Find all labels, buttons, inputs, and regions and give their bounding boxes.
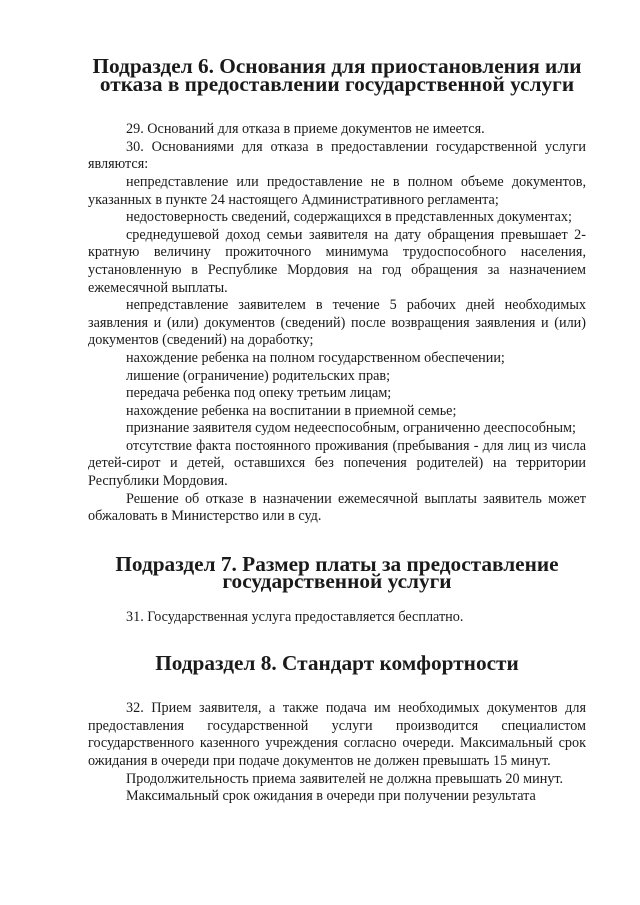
section-body-7: [88, 609, 586, 627]
paragraph: Продолжительность приема заявителей не должна превышать 20 минут.: [126, 770, 564, 787]
paragraph: недостоверность сведений, содержащихся в представленных документах;: [126, 209, 572, 226]
paragraph: среднедушевой доход семьи заявителя на дату обращения превышает 2-кратную величину прожиточного минимума трудоспособного населения, установленную в Республике Мордовия на год обращения за назначением ежемесячной выплаты.: [88, 226, 586, 296]
section-heading-7: Подраздел 7. Размер платы за предоставление государственной услуги: [115, 551, 559, 594]
paragraph: 29. Оснований для отказа в приеме документов не имеется.: [126, 121, 485, 138]
paragraph: 30. Основаниями для отказа в предоставлении государственной услуги являются:: [88, 138, 586, 173]
paragraph: лишение (ограничение) родительских прав;: [126, 367, 391, 384]
paragraph: нахождение ребенка на полном государственном обеспечении;: [126, 349, 505, 366]
paragraph: передача ребенка под опеку третьим лицам;: [126, 385, 392, 402]
section-heading-8: Подраздел 8. Стандарт комфортности: [155, 650, 519, 675]
paragraph: признание заявителя судом недееспособным, ограниченно дееспособным;: [126, 420, 576, 437]
document-page: [88, 54, 586, 806]
paragraph: нахождение ребенка на воспитании в приемной семье;: [126, 402, 457, 419]
paragraph: отсутствие факта постоянного проживания (пребывания - для лиц из числа детей-сирот и детей, оставшихся без попечения родителей) на территории Республики Мордовия.: [88, 437, 586, 490]
paragraph: Максимальный срок ожидания в очереди при получении результата: [126, 788, 536, 805]
section-body-6: [88, 121, 586, 526]
paragraph: непредставление заявителем в течение 5 рабочих дней необходимых заявления и (или) документов (сведений) после возвращения заявления и (или) документов (сведений) на доработку;: [88, 297, 586, 349]
paragraph: непредставление или предоставление не в полном объеме документов, указанных в пункте 24 настоящего Административного регламента;: [88, 173, 586, 208]
section-heading-6: Подраздел 6. Основания для приостановления или отказа в предоставлении государственной услуги: [92, 54, 582, 96]
paragraph: 31. Государственная услуга предоставляется бесплатно.: [126, 609, 464, 626]
paragraph: 32. Прием заявителя, а также подача им необходимых документов для предоставления государственной услуги производится специалистом государственного казенного учреждения согласно очереди. Максимальный срок ожидания в очереди при подаче документов не должен превышать 15 минут.: [88, 700, 586, 769]
section-body-8: [88, 700, 586, 806]
paragraph: Решение об отказе в назначении ежемесячной выплаты заявитель может обжаловать в Министерство или в суд.: [88, 490, 586, 525]
